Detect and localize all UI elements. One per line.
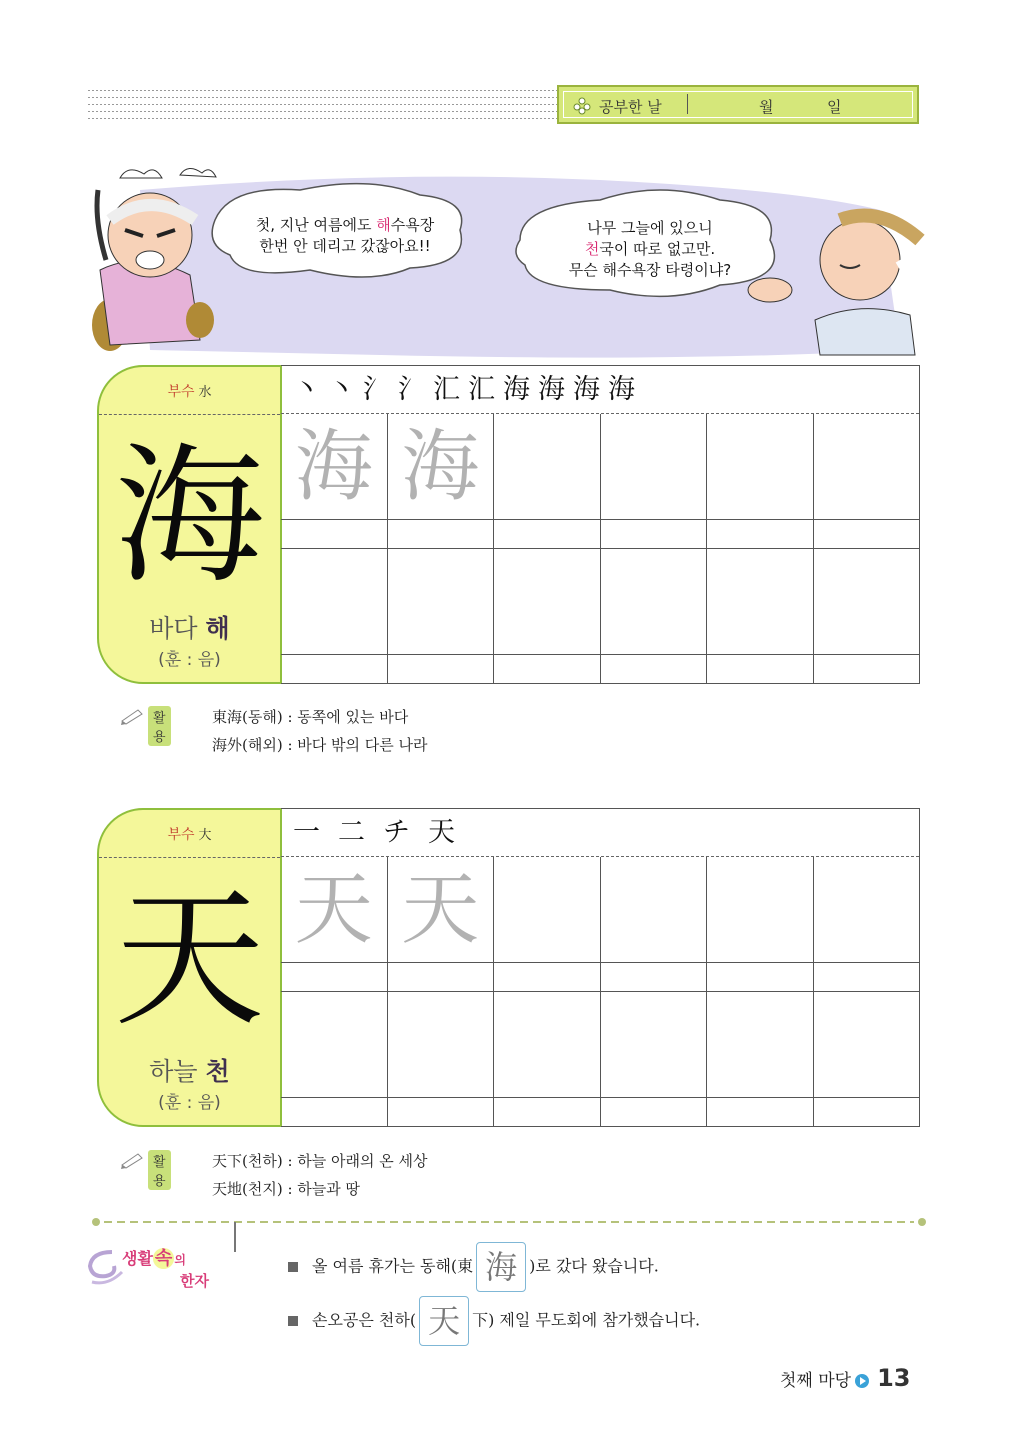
practice-grid-sea: [281, 365, 920, 684]
practice-cell[interactable]: [494, 414, 601, 548]
practice-cell[interactable]: 天: [281, 857, 388, 991]
study-date-box: [557, 85, 919, 124]
month-label: 월: [759, 98, 774, 116]
usage-tag: 활용: [148, 1150, 171, 1190]
flower-icon: [573, 97, 591, 115]
right-speech-bubble: 나무 그늘에 있으니 천국이 따로 없고만. 무슨 해수욕장 타령이냐?: [568, 219, 732, 279]
life-sentence: 손오공은 천하( 天 下) 제일 무도회에 참가했습니다.: [288, 1296, 700, 1346]
usage-tag: 활용: [148, 706, 171, 746]
practice-cell[interactable]: [388, 549, 495, 683]
practice-cell[interactable]: [494, 857, 601, 991]
usage-line: 天下(천하) : 하늘 아래의 온 세상: [212, 1152, 428, 1170]
answer-box[interactable]: 天: [419, 1296, 469, 1346]
pencil-icon: [120, 1151, 146, 1169]
practice-grid-sky: [281, 808, 920, 1127]
pencil-icon: [120, 707, 146, 725]
practice-cell[interactable]: [707, 414, 814, 548]
practice-cell[interactable]: 海: [281, 414, 388, 548]
practice-cell[interactable]: [814, 549, 920, 683]
hanja-card-sea: [97, 365, 282, 684]
header-dotted-lines: [88, 90, 558, 124]
meaning-sound-label: (훈 : 음): [158, 650, 221, 670]
practice-cell[interactable]: [601, 857, 708, 991]
main-hanja: 海: [114, 430, 265, 604]
meaning-sound: 하늘 천: [149, 1057, 230, 1086]
left-speech-bubble: 첫, 지난 여름에도 해수욕장 한번 안 데리고 갔잖아요!!: [255, 216, 435, 255]
stroke-order: 丶丶氵氵汇汇海海海海: [281, 366, 919, 414]
practice-cell[interactable]: [388, 992, 495, 1126]
meaning-sound: 바다 해: [149, 614, 230, 643]
main-hanja: 天: [114, 873, 265, 1047]
usage-line: 東海(동해) : 동쪽에 있는 바다: [212, 708, 409, 726]
practice-cell[interactable]: [707, 992, 814, 1126]
practice-cell[interactable]: [494, 992, 601, 1126]
practice-cell[interactable]: 天: [388, 857, 495, 991]
comic-illustration: [80, 150, 940, 365]
practice-cell[interactable]: [814, 857, 920, 991]
meaning-sound-label: (훈 : 음): [158, 1093, 221, 1113]
practice-cell[interactable]: [707, 857, 814, 991]
day-label: 일: [827, 98, 842, 116]
practice-cell[interactable]: [601, 992, 708, 1126]
practice-cell[interactable]: [601, 549, 708, 683]
life-hanja-logo: 생활 속 의 한자: [82, 1238, 232, 1308]
practice-cell[interactable]: [281, 549, 388, 683]
practice-cell[interactable]: [814, 414, 920, 548]
usage-line: 天地(천지) : 하늘과 땅: [212, 1180, 361, 1198]
practice-cell[interactable]: [601, 414, 708, 548]
life-sentence: 올 여름 휴가는 동해(東 海 )로 갔다 왔습니다.: [288, 1242, 659, 1292]
section-label: 첫째 마당: [780, 1371, 852, 1391]
study-day-label: 공부한 날: [599, 98, 662, 116]
stroke-order: 一二チ天: [281, 809, 919, 857]
section-divider: [92, 1218, 926, 1226]
practice-cell[interactable]: [707, 549, 814, 683]
page-number: 13: [877, 1364, 911, 1392]
answer-box[interactable]: 海: [476, 1242, 526, 1292]
radical-info: 부수 水: [167, 384, 212, 400]
practice-cell[interactable]: [814, 992, 920, 1126]
page-footer: [780, 1364, 911, 1392]
usage-line: 海外(해외) : 바다 밖의 다른 나라: [212, 736, 428, 754]
hanja-card-sky: [97, 808, 282, 1127]
practice-cell[interactable]: 海: [388, 414, 495, 548]
radical-info: 부수 大: [167, 827, 212, 843]
arrow-right-icon: [855, 1374, 869, 1388]
practice-cell[interactable]: [281, 992, 388, 1126]
practice-cell[interactable]: [494, 549, 601, 683]
